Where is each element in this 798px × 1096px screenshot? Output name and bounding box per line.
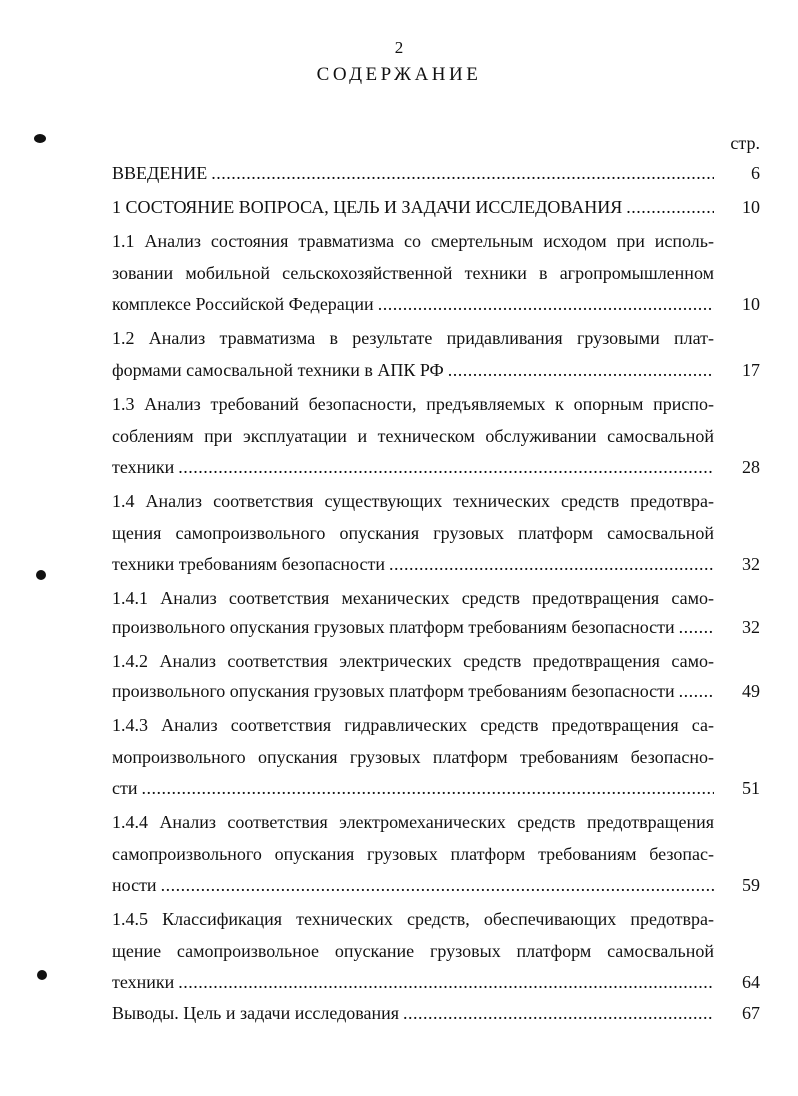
toc-line — [112, 967, 714, 997]
dot-leader — [626, 192, 714, 222]
toc-entry-text: 1.4.3 Анализ соответствия гидравлических средств предотвращения са- — [112, 715, 714, 735]
toc-line — [112, 389, 714, 419]
toc-line — [112, 192, 714, 222]
toc-entry-text: мопроизвольного опускания грузовых платформ требованиям безопасно- — [112, 747, 714, 767]
toc-line — [112, 936, 714, 966]
toc-line — [112, 226, 714, 256]
toc-entry-text: зовании мобильной сельскохозяйственной техники в агропромышленном — [112, 263, 714, 283]
toc-entry-text: Выводы. Цель и задачи исследования — [112, 1003, 400, 1023]
toc-entry-text: техники — [112, 457, 175, 477]
toc-page-number: 49 — [742, 681, 760, 701]
dot-leader — [403, 998, 714, 1028]
toc-entry-text: щения самопроизвольного опускания грузовых платформ самосвальной — [112, 523, 714, 543]
toc-entry-text: самопроизвольного опускания грузовых платформ требованиям безопас- — [112, 844, 714, 864]
toc-line — [112, 549, 714, 579]
toc-page-number: 51 — [742, 778, 760, 798]
page-number: 2 — [394, 38, 404, 57]
toc-entry-text: 1.4.4 Анализ соответствия электромеханических средств предотвращения — [112, 812, 714, 832]
toc-line — [112, 258, 714, 288]
toc-page-number: 64 — [742, 972, 760, 992]
page-title: СОДЕРЖАНИЕ — [316, 64, 482, 85]
toc-line — [112, 421, 714, 451]
toc-page-number: 67 — [742, 1003, 760, 1023]
page-column-label: стр. — [730, 133, 760, 153]
dot-leader — [142, 773, 715, 803]
dot-leader — [178, 452, 714, 482]
dot-leader — [178, 967, 714, 997]
toc-entry-text: 1.4.1 Анализ соответствия механических средств предотвращения само- — [112, 588, 714, 608]
dot-leader — [211, 158, 714, 188]
toc-entry-text: формами самосвальной техники в АПК РФ — [112, 360, 444, 380]
toc-line — [112, 323, 714, 353]
dot-leader — [448, 355, 714, 385]
toc-entry-text: соблениям при эксплуатации и техническом обслуживании самосвальной — [112, 426, 714, 446]
toc-entry-text: 1.2 Анализ травматизма в результате придавливания грузовыми плат- — [112, 328, 714, 348]
toc-line — [112, 998, 714, 1028]
toc-line — [112, 583, 714, 613]
toc-entry-text: комплексе Российской Федерации — [112, 294, 374, 314]
dot-leader — [679, 612, 714, 642]
toc-line — [112, 742, 714, 772]
toc-line — [112, 289, 714, 319]
toc-line — [112, 904, 714, 934]
toc-entry-text: ности — [112, 875, 157, 895]
toc-entry-text: техники — [112, 972, 175, 992]
toc-entry-text: произвольного опускания грузовых платформ требованиям безопасности — [112, 681, 675, 701]
toc-page-number: 32 — [742, 617, 760, 637]
toc-page-number: 17 — [742, 360, 760, 380]
scan-speck — [37, 970, 47, 980]
toc-line — [112, 807, 714, 837]
toc-entry-text: щение самопроизвольное опускание грузовых платформ самосвальной — [112, 941, 714, 961]
toc-line — [112, 612, 714, 642]
toc-line — [112, 518, 714, 548]
toc-entry-text: ВВЕДЕНИЕ — [112, 163, 208, 183]
toc-line — [112, 452, 714, 482]
toc-entry-text: 1.4.2 Анализ соответствия электрических средств предотвращения само- — [112, 651, 714, 671]
toc-page-number: 59 — [742, 875, 760, 895]
toc-page-number: 10 — [742, 294, 760, 314]
toc-line — [112, 646, 714, 676]
toc-entry-text: произвольного опускания грузовых платформ требованиям безопасности — [112, 617, 675, 637]
dot-leader — [679, 676, 714, 706]
toc-entry-text: техники требованиям безопасности — [112, 554, 385, 574]
scan-speck — [36, 570, 46, 580]
dot-leader — [378, 289, 714, 319]
toc-entry-text: 1.4.5 Классификация технических средств, обеспечивающих предотвра- — [112, 909, 714, 929]
dot-leader — [389, 549, 714, 579]
toc-line — [112, 870, 714, 900]
toc-entry-text: сти — [112, 778, 138, 798]
toc-line — [112, 158, 714, 188]
toc-page-number: 28 — [742, 457, 760, 477]
toc-page-number: 6 — [751, 163, 760, 183]
toc-page-number: 10 — [742, 197, 760, 217]
toc-line — [112, 773, 714, 803]
toc-entry-text: 1.3 Анализ требований безопасности, предъявляемых к опорным приспо- — [112, 394, 714, 414]
toc-entry-text: 1.4 Анализ соответствия существующих технических средств предотвра- — [112, 491, 714, 511]
toc-line — [112, 710, 714, 740]
toc-line — [112, 486, 714, 516]
toc-line — [112, 355, 714, 385]
toc-line — [112, 839, 714, 869]
toc-entry-text: 1 СОСТОЯНИЕ ВОПРОСА, ЦЕЛЬ И ЗАДАЧИ ИССЛЕДОВАНИЯ — [112, 197, 623, 217]
dot-leader — [161, 870, 714, 900]
toc-entry-text: 1.1 Анализ состояния травматизма со смертельным исходом при исполь- — [112, 231, 714, 251]
toc-page-number: 32 — [742, 554, 760, 574]
scan-speck — [34, 134, 46, 143]
toc-line — [112, 676, 714, 706]
